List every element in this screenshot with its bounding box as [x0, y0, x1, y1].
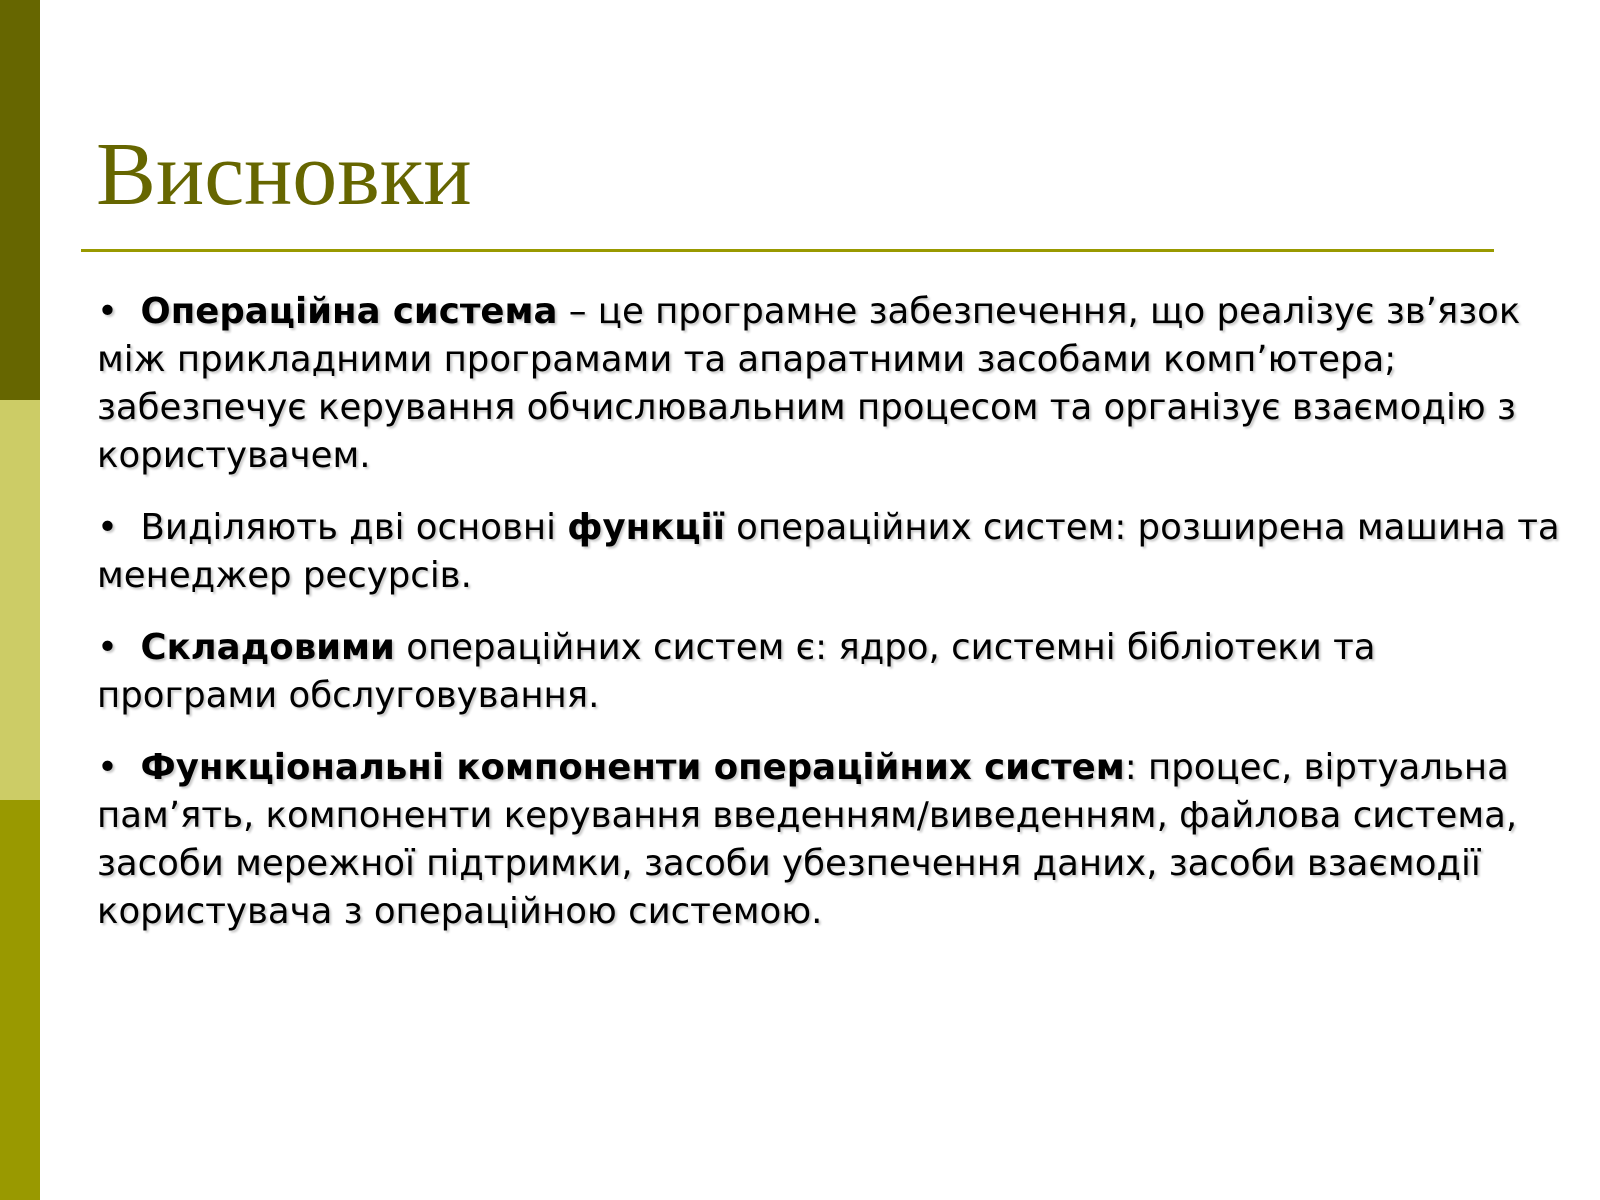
bullet-text-bold: функції: [567, 507, 725, 548]
slide-title: Висновки: [96, 125, 472, 224]
bullet-text: операційних систем є: ядро, системні бібліотеки та програми обслуговування.: [97, 627, 1376, 716]
bullet-marker: •: [97, 507, 118, 548]
bullet-item: [97, 744, 1567, 936]
bullet-text: Виділяють дві основні: [140, 507, 568, 548]
side-band-middle: [0, 400, 40, 800]
side-band-top: [0, 0, 40, 400]
side-band-bottom: [0, 800, 40, 1200]
bullet-item: [97, 624, 1567, 720]
bullet-text: операційних систем: розширена машина та менеджер ресурсів.: [97, 507, 1560, 596]
bullet-marker: •: [97, 627, 118, 668]
bullet-text-bold: Складовими: [140, 627, 395, 668]
bullet-text: : процес, віртуальна пам’ять, компоненти керування введенням/виведенням, файлова система, засоби мережної підтримки, засоби убезпечення даних, засоби взаємодії користувача з операційною системою.: [97, 747, 1518, 932]
bullet-marker: •: [97, 291, 118, 332]
bullet-text-bold: Операційна система: [140, 291, 558, 332]
bullet-item: [97, 504, 1567, 600]
title-divider: [81, 249, 1494, 252]
bullet-text-bold: Функціональні компоненти операційних систем: [140, 747, 1125, 788]
bullet-item: [97, 288, 1567, 480]
bullet-list: [97, 288, 1567, 960]
bullet-marker: •: [97, 747, 118, 788]
bullet-text: – це програмне забезпечення, що реалізує зв’язок між прикладними програмами та апаратними засобами комп’ютера; забезпечує керування обчислювальним процесом та організує взаємодію з користувачем.: [97, 291, 1521, 476]
